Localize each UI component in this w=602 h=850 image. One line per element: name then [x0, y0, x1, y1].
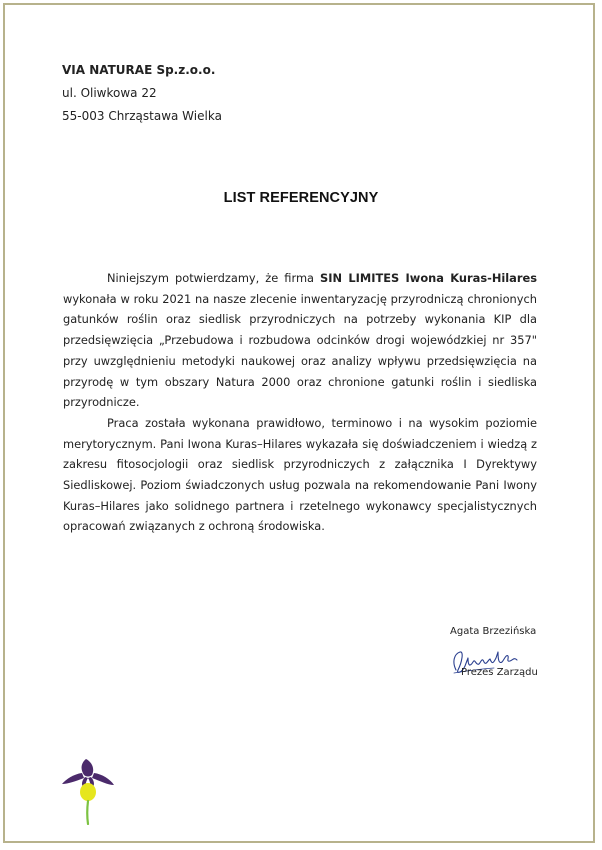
paragraph-1-rest: wykonała w roku 2021 na nasze zlecenie inwentaryzację przyrodniczą chronionych gatunków roślin oraz siedlisk przyrodniczych na potrzeby wykonania KIP dla przedsięwzięcia „Przebudowa i rozbudowa odcinków drogi wojewódzkiej nr 357" przy uwzględnieniu metodyki naukowej oraz analizy wpływu przedsięwzięcia na przyrodę w tym obszary Natura 2000 oraz chronione gatunki roślin i siedliska przyrodnicze. — [63, 291, 537, 410]
orchid-logo-icon — [60, 757, 116, 825]
signatory-role: Prezes Zarządu — [461, 667, 538, 678]
letter-body — [63, 268, 537, 537]
contractor-name: SIN LIMITES Iwona Kuras-Hilares — [320, 271, 537, 285]
document-title: LIST REFERENCYJNY — [223, 190, 379, 206]
paragraph-2: Praca została wykonana prawidłowo, terminowo i na wysokim poziomie merytorycznym. Pani Iwona Kuras–Hilares wykazała się doświadczeniem i wiedzą z zakresu fitosocjologii oraz siedlisk przyrodniczych z załącznika I Dyrektywy Siedliskowej. Poziom świadczonych usług pozwala na rekomendowanie Pani Iwony Kuras–Hilares jako solidnego partnera i rzetelnego wykonawcy specjalistycznych opracowań związanych z ochroną środowiska. — [63, 415, 537, 534]
sender-company: VIA NATURAE Sp.z.o.o. — [62, 63, 216, 77]
signatory-name: Agata Brzezińska — [450, 626, 537, 637]
sender-city: 55-003 Chrząstawa Wielka — [62, 109, 222, 123]
paragraph-1-intro: Niniejszym potwierdzamy, że firma — [107, 271, 321, 285]
paragraph-1 — [63, 268, 537, 413]
sender-address — [62, 59, 222, 128]
sender-street: ul. Oliwkowa 22 — [62, 86, 157, 100]
